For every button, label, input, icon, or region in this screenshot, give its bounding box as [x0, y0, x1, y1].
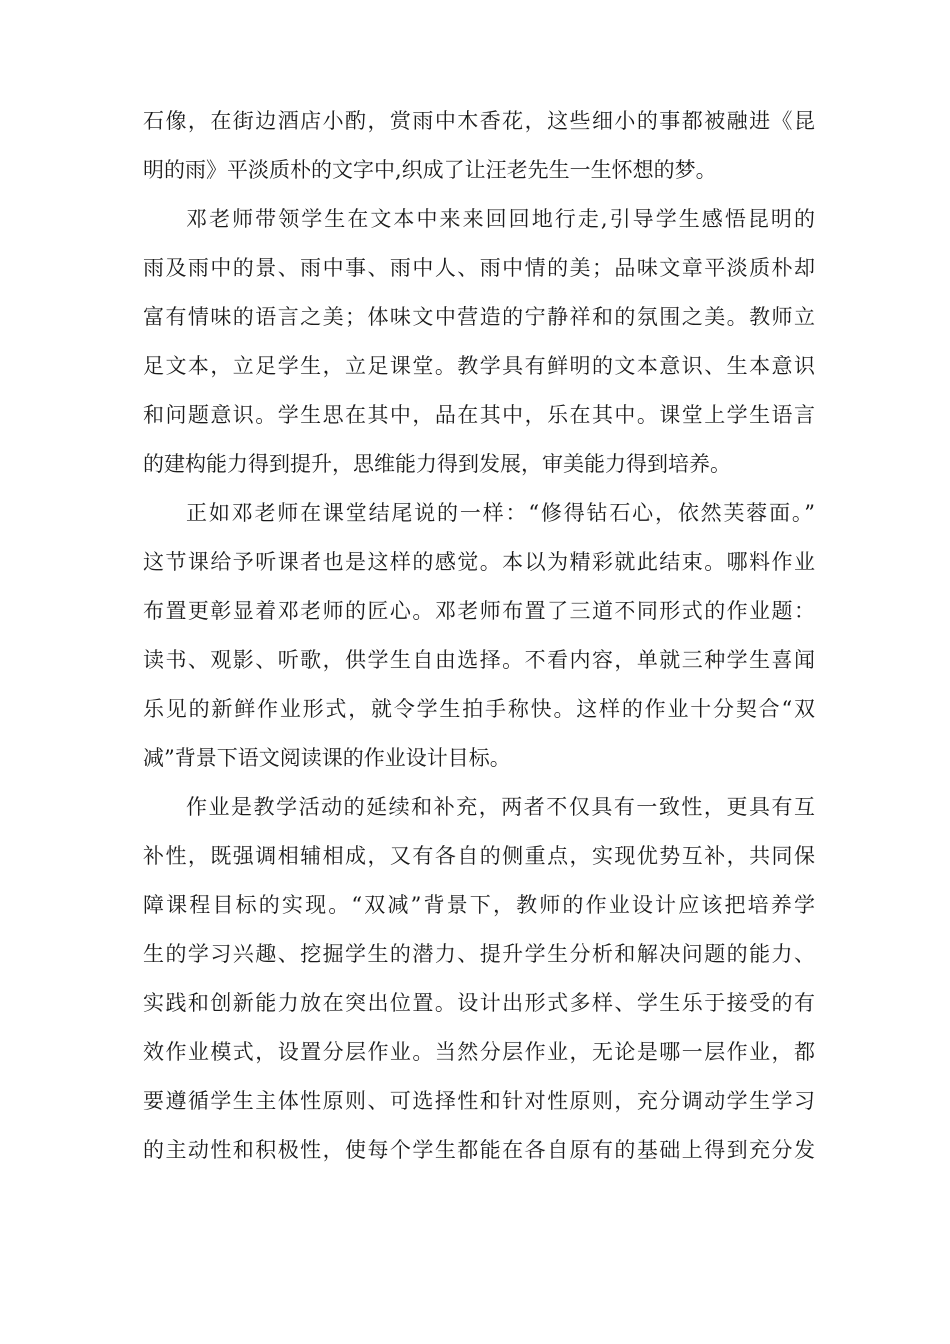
paragraph-2-line-2: 雨及雨中的景、雨中事、雨中人、雨中情的美；品味文章平淡质朴却 [143, 256, 815, 280]
paragraph-4-line-6: 效作业模式，设置分层作业。当然分层作业，无论是哪一层作业，都 [143, 1040, 815, 1064]
paragraph-4-line-3: 障课程目标的实现。“双减”背景下，教师的作业设计应该把培养学 [143, 893, 815, 917]
paragraph-2-line-1: 邓老师带领学生在文本中来来回回地行走,引导学生感悟昆明的 [186, 207, 815, 231]
paragraph-3-line-2: 这节课给予听课者也是这样的感觉。本以为精彩就此结束。哪料作业 [143, 550, 815, 574]
paragraph-2-line-5: 和问题意识。学生思在其中，品在其中，乐在其中。课堂上学生语言 [143, 403, 815, 427]
paragraph-2-line-3: 富有情味的语言之美；体味文中营造的宁静祥和的氛围之美。教师立 [143, 305, 815, 329]
paragraph-3-line-6: 减”背景下语文阅读课的作业设计目标。 [143, 746, 511, 770]
paragraph-3-line-1: 正如邓老师在课堂结尾说的一样：“修得钻石心，依然芙蓉面。” [186, 501, 815, 525]
paragraph-4-line-8: 的主动性和积极性，使每个学生都能在各自原有的基础上得到充分发 [143, 1138, 815, 1162]
paragraph-4-line-4: 生的学习兴趣、挖掘学生的潜力、提升学生分析和解决问题的能力、 [143, 942, 815, 966]
paragraph-3-line-3: 布置更彰显着邓老师的匠心。邓老师布置了三道不同形式的作业题： [143, 599, 815, 623]
paragraph-4-line-2: 补性，既强调相辅相成，又有各自的侧重点，实现优势互补，共同保 [143, 844, 815, 868]
paragraph-1-line-1: 石像，在街边酒店小酌，赏雨中木香花，这些细小的事都被融进《昆 [143, 109, 815, 133]
paragraph-2-line-6: 的建构能力得到提升，思维能力得到发展，审美能力得到培养。 [143, 452, 731, 476]
paragraph-4-line-1: 作业是教学活动的延续和补充，两者不仅具有一致性，更具有互 [186, 795, 815, 819]
paragraph-3-line-5: 乐见的新鲜作业形式，就令学生拍手称快。这样的作业十分契合“双 [143, 697, 815, 721]
paragraph-1-line-2: 明的雨》平淡质朴的文字中,织成了让汪老先生一生怀想的梦。 [143, 158, 717, 182]
paragraph-3-line-4: 读书、观影、听歌，供学生自由选择。不看内容，单就三种学生喜闻 [143, 648, 815, 672]
paragraph-4-line-7: 要遵循学生主体性原则、可选择性和针对性原则，充分调动学生学习 [143, 1089, 815, 1113]
document-body [143, 97, 815, 1175]
paragraph-4-line-5: 实践和创新能力放在突出位置。设计出形式多样、学生乐于接受的有 [143, 991, 815, 1015]
paragraph-2-line-4: 足文本，立足学生，立足课堂。教学具有鲜明的文本意识、生本意识 [143, 354, 815, 378]
